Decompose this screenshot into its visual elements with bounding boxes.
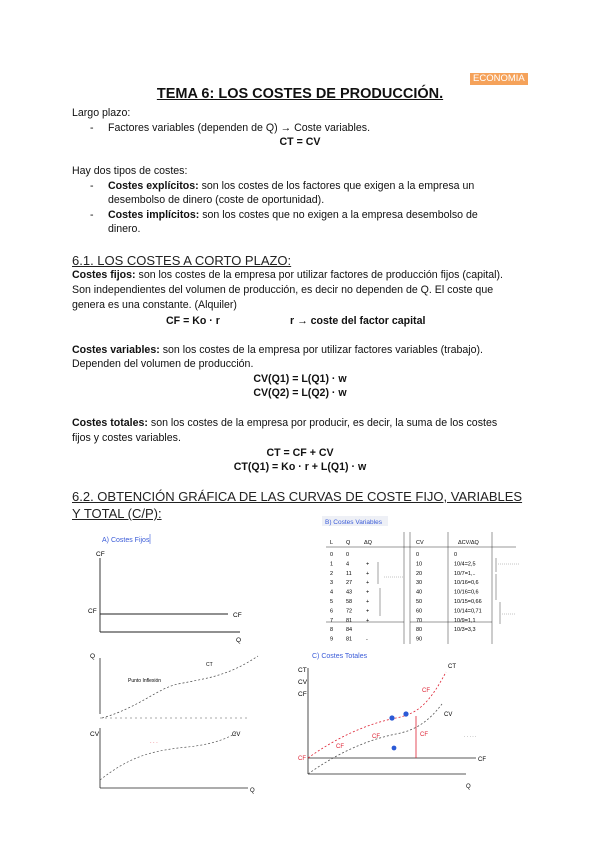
formula-ct: CT = CF + CV bbox=[266, 447, 334, 459]
fig-c-cf-mid-label: CF bbox=[422, 688, 430, 694]
total-costs-line1 bbox=[72, 416, 497, 431]
fig-c-cf-mid-label: CF bbox=[336, 744, 344, 750]
fig-b-header: CV bbox=[416, 540, 424, 546]
implicit-costs-term: Costes implícitos: bbox=[108, 209, 200, 221]
fig-b-cell-ratio: 10/7=1,.. bbox=[454, 570, 476, 577]
fixed-costs-line1 bbox=[72, 268, 503, 283]
fig-a-x-label: Q bbox=[236, 637, 242, 644]
fig-d-upper-curve bbox=[102, 656, 258, 718]
fig-b-cell-q: 84 bbox=[346, 627, 353, 634]
fig-b-cell-dq: + bbox=[366, 589, 370, 596]
fig-c-cf-axis-label: CF bbox=[298, 756, 306, 762]
fig-c-point bbox=[403, 711, 408, 716]
bullet-dash: - bbox=[90, 180, 94, 192]
section-6-2-heading-line2: Y TOTAL (C/P): bbox=[72, 506, 162, 521]
fig-d-y-label: Q bbox=[90, 653, 96, 660]
fig-b-header: Q bbox=[346, 540, 351, 546]
fig-b-cell-ratio: 0 bbox=[454, 552, 458, 558]
fig-b-cell-dq: + bbox=[366, 561, 370, 568]
largo-plazo-label: Largo plazo: bbox=[72, 107, 131, 119]
total-cost-graph bbox=[296, 648, 526, 796]
explicit-costs-line2: desembolso de dinero (coste de oportunidad). bbox=[108, 194, 325, 206]
variable-factors-item: Factores variables (dependen de Q) → Coste variables. bbox=[108, 122, 371, 134]
fig-b-cell-ratio: 10/16=0,6 bbox=[454, 589, 479, 596]
fig-c-point bbox=[389, 715, 394, 720]
fig-b-cell-cv: 10 bbox=[416, 561, 423, 568]
fig-b-cell-ratio: 10/9=1,1 bbox=[454, 617, 476, 624]
fig-a-y-label: CF bbox=[96, 551, 105, 558]
explicit-costs-term: Costes explícitos: bbox=[108, 180, 199, 192]
variable-costs-text: son los costes de la empresa por utilizar factores variables (trabajo). bbox=[159, 344, 484, 356]
fig-b-cell-q: 27 bbox=[346, 580, 353, 587]
fig-c-ct-curve bbox=[308, 672, 446, 758]
fig-c-ct-label: CT bbox=[448, 664, 456, 670]
fig-b-cell-q: 43 bbox=[346, 589, 353, 596]
formula-r-note: r → coste del factor capital bbox=[290, 315, 426, 327]
variable-cost-table bbox=[318, 514, 524, 650]
fig-d-red-note: · · · bbox=[150, 740, 158, 746]
fig-b-header: ΔCV/ΔQ bbox=[458, 540, 479, 546]
fig-c-note: · · · · · bbox=[464, 734, 477, 739]
fig-b-cell-cv: 60 bbox=[416, 608, 423, 615]
fig-b-cell-cv: 70 bbox=[416, 617, 423, 624]
fig-c-cv-label: CV bbox=[444, 712, 453, 718]
fig-a-title: A) Costes Fijos bbox=[102, 537, 150, 544]
fig-c-y-cf: CF bbox=[298, 691, 307, 698]
fig-b-cell-q: 11 bbox=[346, 570, 352, 577]
variable-costs-term: Costes variables: bbox=[72, 344, 160, 356]
fig-b-cell-cv: 90 bbox=[416, 636, 423, 643]
total-costs-term: Costes totales: bbox=[72, 417, 148, 429]
total-costs-text: son los costes de la empresa por producir, es decir, la suma de los costes bbox=[147, 417, 498, 429]
fig-b-cell-l: 2 bbox=[330, 570, 334, 577]
fig-c-cf-mid-label: CF bbox=[372, 734, 380, 740]
fig-b-table-body bbox=[330, 540, 482, 643]
fig-b-cell-ratio: 10/3=3,3 bbox=[454, 627, 476, 634]
fig-b-cell-cv: 30 bbox=[416, 580, 423, 587]
fig-b-cell-q: 0 bbox=[346, 552, 350, 558]
fig-b-title: B) Costes Variables bbox=[325, 519, 382, 526]
fig-b-cell-l: 0 bbox=[330, 552, 334, 558]
fig-b-cell-l: 1 bbox=[330, 561, 334, 568]
fig-b-cell-cv: 50 bbox=[416, 599, 423, 605]
bullet-dash: - bbox=[90, 209, 94, 221]
fig-b-header: L bbox=[330, 540, 334, 546]
cost-types-lead: Hay dos tipos de costes: bbox=[72, 165, 188, 177]
formula-ct-cv: CT = CV bbox=[279, 136, 321, 148]
fig-b-cell-ratio: 10/4=2,5 bbox=[454, 561, 476, 568]
total-costs-line2: fijos y costes variables. bbox=[72, 432, 181, 444]
fig-b-cell-q: 58 bbox=[346, 599, 353, 605]
formula-cf: CF = Ko · r bbox=[166, 315, 220, 327]
fig-b-cell-l: 3 bbox=[330, 580, 334, 587]
formula-cv-q1: CV(Q1) = L(Q1) · w bbox=[253, 373, 347, 385]
fig-b-cell-l: 6 bbox=[330, 608, 334, 615]
fig-b-cell-q: 72 bbox=[346, 608, 353, 615]
variable-costs-line2: Dependen del volumen de producción. bbox=[72, 358, 254, 370]
fig-b-cell-l: 5 bbox=[330, 599, 334, 605]
fixed-costs-line3: genera es una constante. (Alquiler) bbox=[72, 299, 237, 311]
formula-ct-q1: CT(Q1) = Ko · r + L(Q1) · w bbox=[233, 461, 367, 473]
fig-c-point bbox=[392, 746, 397, 751]
fig-d-inflection-note: Punto Inflexión bbox=[128, 678, 162, 684]
fig-a-cf-right-label: CF bbox=[233, 612, 242, 619]
fig-b-cell-l: 4 bbox=[330, 589, 334, 596]
fig-b-cell-cv: 20 bbox=[416, 570, 423, 577]
fig-b-cell-dq: + bbox=[366, 608, 370, 615]
formula-cv-q2: CV(Q2) = L(Q2) · w bbox=[253, 387, 347, 399]
fig-d-cv-right-label: CV bbox=[232, 732, 241, 738]
fig-b-cell-ratio: 10/14=0,71 bbox=[454, 608, 482, 615]
fig-d-lower-curve bbox=[100, 732, 241, 780]
variable-costs-line1 bbox=[72, 343, 483, 358]
fixed-costs-line2: Son independientes del volumen de producción, es decir no dependen de Q. El coste que bbox=[72, 284, 494, 296]
fig-c-x-label: Q bbox=[466, 784, 471, 790]
fig-c-y-ct: CT bbox=[298, 667, 307, 674]
fig-b-notes bbox=[384, 564, 520, 614]
fig-b-cell-cv: 80 bbox=[416, 627, 423, 634]
explicit-costs-text: son los costes de los factores que exigen a la empresa un bbox=[198, 180, 475, 192]
subject-tag: ECONOMIA bbox=[470, 73, 528, 85]
section-6-2-heading-line1: 6.2. OBTENCIÓN GRÁFICA DE LAS CURVAS DE COSTE FIJO, VARIABLES bbox=[72, 489, 523, 504]
fixed-costs-term: Costes fijos: bbox=[72, 269, 136, 281]
fig-d-x-label: Q bbox=[250, 788, 255, 794]
implicit-costs-line1 bbox=[108, 208, 478, 223]
fig-b-cell-dq: + bbox=[366, 599, 370, 605]
fig-b-cell-l: 8 bbox=[330, 627, 334, 634]
fig-c-cf-label: CF bbox=[478, 757, 486, 763]
fig-b-cell-cv: 0 bbox=[416, 552, 420, 558]
fig-b-cell-l: 9 bbox=[330, 636, 334, 643]
fig-b-cell-dq: + bbox=[366, 617, 370, 624]
fig-b-cell-dq: + bbox=[366, 570, 370, 577]
fig-b-header: ΔQ bbox=[364, 540, 372, 546]
fig-b-cell-cv: 40 bbox=[416, 589, 423, 596]
fig-d-cv-y-label: CV bbox=[90, 731, 100, 738]
fixed-costs-text: son los costes de la empresa por utilizar factores de producción fijos (capital). bbox=[135, 269, 504, 281]
fig-b-cell-ratio: 10/16=0,6 bbox=[454, 580, 479, 587]
fig-b-cell-q: 81 bbox=[346, 617, 353, 624]
fig-c-y-cv: CV bbox=[298, 679, 308, 686]
fig-b-cell-ratio: 10/15=0,66 bbox=[454, 599, 482, 605]
explicit-costs-line1 bbox=[108, 179, 474, 194]
fig-d-ct-label: CT bbox=[206, 662, 213, 668]
inflection-graph bbox=[88, 648, 263, 796]
fig-c-cf-gap-label: CF bbox=[420, 732, 428, 738]
fig-b-cell-l: 7 bbox=[330, 617, 334, 624]
page-title: TEMA 6: LOS COSTES DE PRODUCCIÓN. bbox=[156, 86, 444, 102]
fig-b-cell-q: 4 bbox=[346, 561, 350, 568]
fig-a-cf-left-label: CF bbox=[88, 608, 97, 615]
section-6-1-heading: 6.1. LOS COSTES A CORTO PLAZO: bbox=[72, 253, 292, 268]
fig-b-cell-q: 81 bbox=[346, 636, 353, 643]
fixed-cost-graph bbox=[88, 528, 258, 646]
fig-b-cell-dq: - bbox=[366, 636, 368, 643]
fig-c-title: C) Costes Totales bbox=[312, 653, 368, 660]
implicit-costs-line2: dinero. bbox=[108, 223, 141, 235]
implicit-costs-text: son los costes que no exigen a la empresa desembolso de bbox=[199, 209, 478, 221]
fig-b-brackets bbox=[378, 558, 500, 624]
fig-b-cell-dq: + bbox=[366, 580, 370, 587]
bullet-dash: - bbox=[90, 122, 94, 134]
